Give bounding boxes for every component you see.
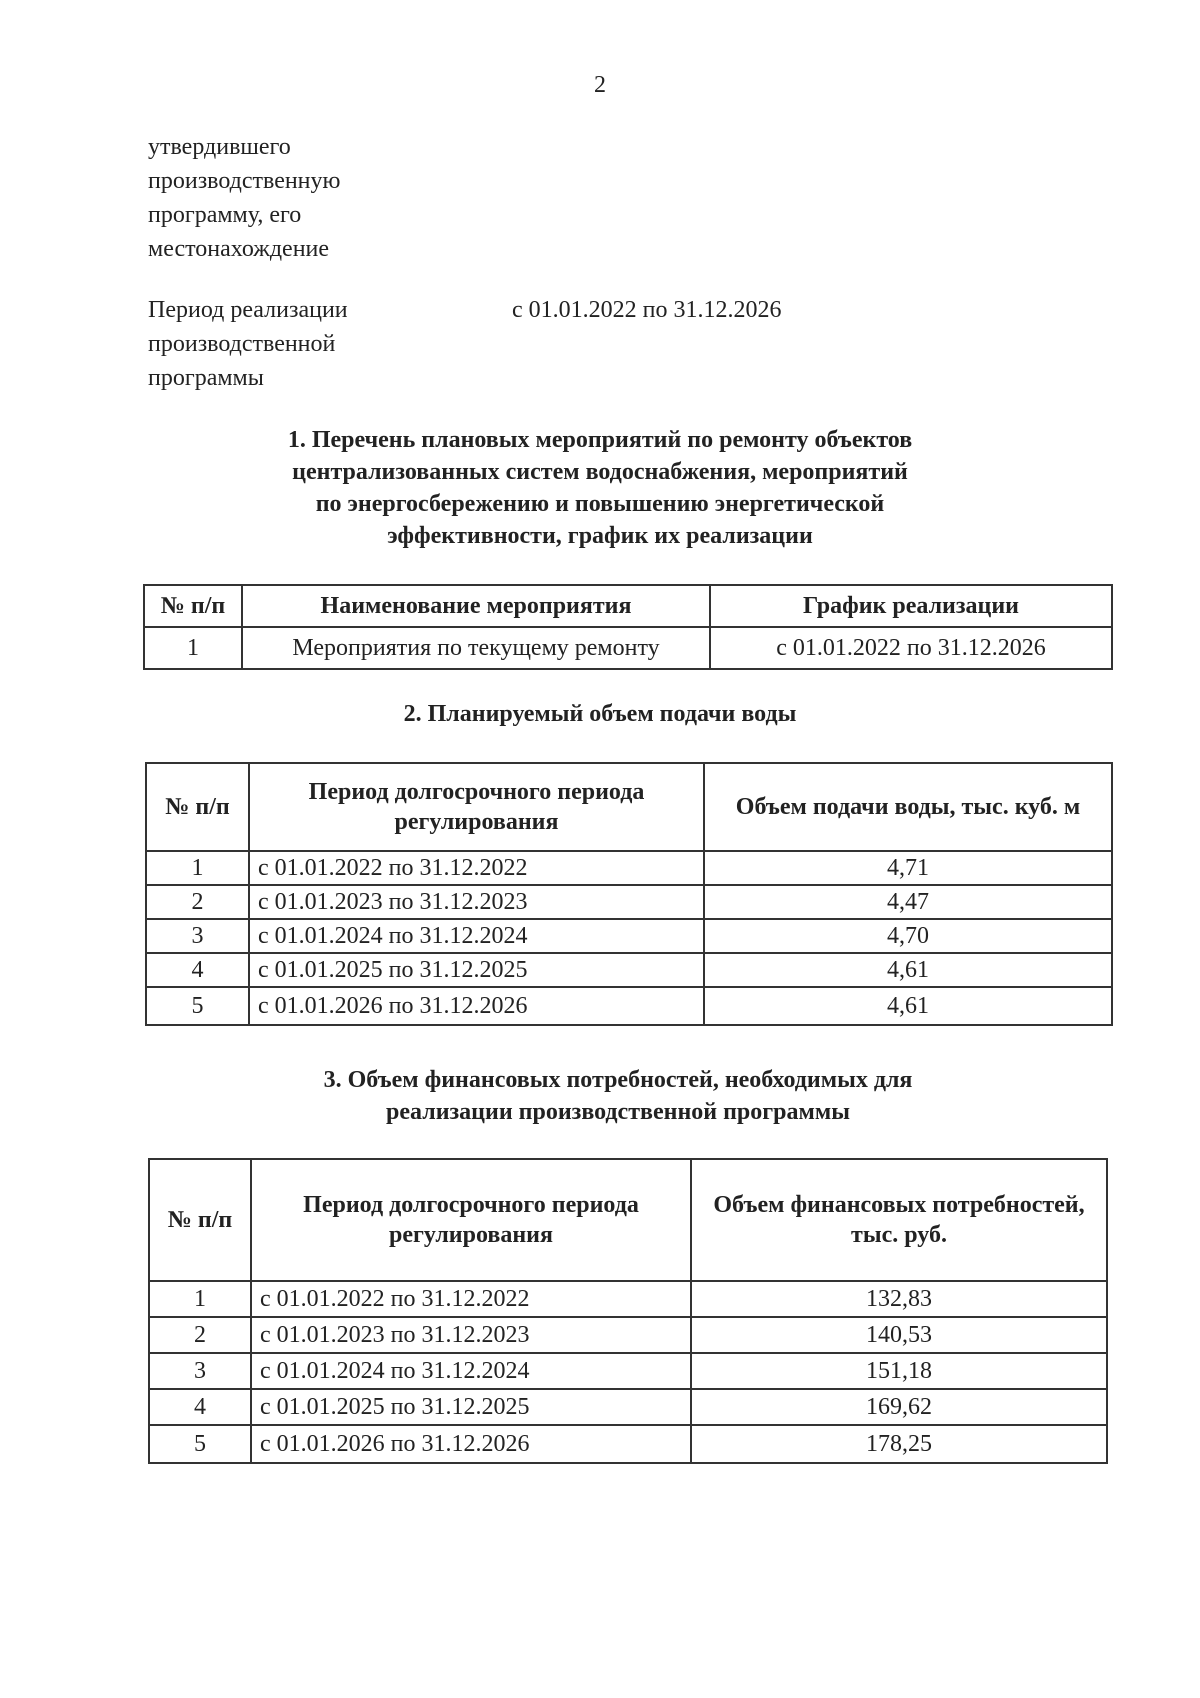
cell-period: с 01.01.2026 по 31.12.2026 bbox=[249, 987, 704, 1025]
cell-number: 5 bbox=[146, 987, 249, 1025]
header-number: № п/п bbox=[149, 1159, 251, 1281]
header-financial-volume: Объем финансовых потребностей, тыс. руб. bbox=[691, 1159, 1107, 1281]
table-header-row bbox=[149, 1159, 1107, 1281]
header-water-volume: Объем подачи воды, тыс. куб. м bbox=[704, 763, 1112, 851]
org-label-line: программу, его bbox=[148, 202, 302, 228]
cell-number: 1 bbox=[146, 851, 249, 885]
cell-period: с 01.01.2026 по 31.12.2026 bbox=[251, 1425, 691, 1463]
cell-water-volume: 4,61 bbox=[704, 953, 1112, 987]
cell-financial-volume: 178,25 bbox=[691, 1425, 1107, 1463]
cell-financial-volume: 132,83 bbox=[691, 1281, 1107, 1317]
header-period: Период долгосрочного периода регулирования bbox=[251, 1159, 691, 1281]
table-row bbox=[146, 885, 1112, 919]
section1-title-line: 1. Перечень плановых мероприятий по ремонту объектов bbox=[287, 427, 913, 453]
org-label-line: местонахождение bbox=[148, 236, 330, 262]
cell-water-volume: 4,71 bbox=[704, 851, 1112, 885]
cell-financial-volume: 140,53 bbox=[691, 1317, 1107, 1353]
section1-title-line: эффективности, график их реализации bbox=[387, 523, 813, 549]
table-row bbox=[146, 987, 1112, 1025]
section2-title-line: 2. Планируемый объем подачи воды bbox=[403, 701, 797, 727]
org-label bbox=[148, 130, 448, 266]
financial-needs-table bbox=[148, 1158, 1108, 1464]
section3-title-line: 3. Объем финансовых потребностей, необходимых для bbox=[323, 1067, 913, 1093]
cell-number: 2 bbox=[146, 885, 249, 919]
cell-period: с 01.01.2023 по 31.12.2023 bbox=[251, 1317, 691, 1353]
cell-period: с 01.01.2024 по 31.12.2024 bbox=[249, 919, 704, 953]
section2-title bbox=[0, 698, 1200, 730]
cell-number: 4 bbox=[146, 953, 249, 987]
cell-financial-volume: 169,62 bbox=[691, 1389, 1107, 1425]
table-row bbox=[149, 1389, 1107, 1425]
table-header-row bbox=[146, 763, 1112, 851]
table-row bbox=[149, 1425, 1107, 1463]
table-row bbox=[146, 919, 1112, 953]
cell-period: с 01.01.2024 по 31.12.2024 bbox=[251, 1353, 691, 1389]
section3-title bbox=[18, 1064, 1200, 1128]
cell-number: 5 bbox=[149, 1425, 251, 1463]
table-row bbox=[149, 1281, 1107, 1317]
page-number: 2 bbox=[594, 72, 606, 98]
table-row bbox=[144, 627, 1112, 669]
table-row bbox=[146, 953, 1112, 987]
activities-table bbox=[143, 584, 1113, 670]
cell-number: 2 bbox=[149, 1317, 251, 1353]
header-schedule: График реализации bbox=[710, 585, 1112, 627]
cell-water-volume: 4,47 bbox=[704, 885, 1112, 919]
period-label-line: программы bbox=[148, 365, 264, 391]
period-value: с 01.01.2022 по 31.12.2026 bbox=[512, 297, 782, 323]
cell-water-volume: 4,70 bbox=[704, 919, 1112, 953]
header-activity-name: Наименование мероприятия bbox=[242, 585, 710, 627]
cell-number: 1 bbox=[149, 1281, 251, 1317]
org-label-line: утвердившего bbox=[148, 134, 291, 160]
period-label bbox=[148, 293, 448, 395]
cell-period: с 01.01.2025 по 31.12.2025 bbox=[249, 953, 704, 987]
org-label-line: производственную bbox=[148, 168, 341, 194]
header-number: № п/п bbox=[144, 585, 242, 627]
section3-title-line: реализации производственной программы bbox=[386, 1099, 850, 1125]
section1-title bbox=[0, 424, 1200, 552]
table-row bbox=[149, 1353, 1107, 1389]
cell-period: с 01.01.2022 по 31.12.2022 bbox=[251, 1281, 691, 1317]
period-label-line: производственной bbox=[148, 331, 336, 357]
cell-period: с 01.01.2025 по 31.12.2025 bbox=[251, 1389, 691, 1425]
header-number: № п/п bbox=[146, 763, 249, 851]
table-row bbox=[149, 1317, 1107, 1353]
section1-title-line: централизованных систем водоснабжения, мероприятий bbox=[292, 459, 908, 485]
cell-period: с 01.01.2022 по 31.12.2022 bbox=[249, 851, 704, 885]
water-supply-table bbox=[145, 762, 1113, 1026]
cell-financial-volume: 151,18 bbox=[691, 1353, 1107, 1389]
cell-activity-name: Мероприятия по текущему ремонту bbox=[242, 627, 710, 669]
section1-title-line: по энергосбережению и повышению энергетической bbox=[315, 491, 885, 517]
cell-water-volume: 4,61 bbox=[704, 987, 1112, 1025]
cell-number: 4 bbox=[149, 1389, 251, 1425]
table-row bbox=[146, 851, 1112, 885]
cell-number: 3 bbox=[146, 919, 249, 953]
period-label-line: Период реализации bbox=[148, 297, 348, 323]
cell-period: с 01.01.2023 по 31.12.2023 bbox=[249, 885, 704, 919]
cell-schedule: с 01.01.2022 по 31.12.2026 bbox=[710, 627, 1112, 669]
header-period: Период долгосрочного периода регулирования bbox=[249, 763, 704, 851]
cell-number: 3 bbox=[149, 1353, 251, 1389]
cell-number: 1 bbox=[144, 627, 242, 669]
table-header-row bbox=[144, 585, 1112, 627]
